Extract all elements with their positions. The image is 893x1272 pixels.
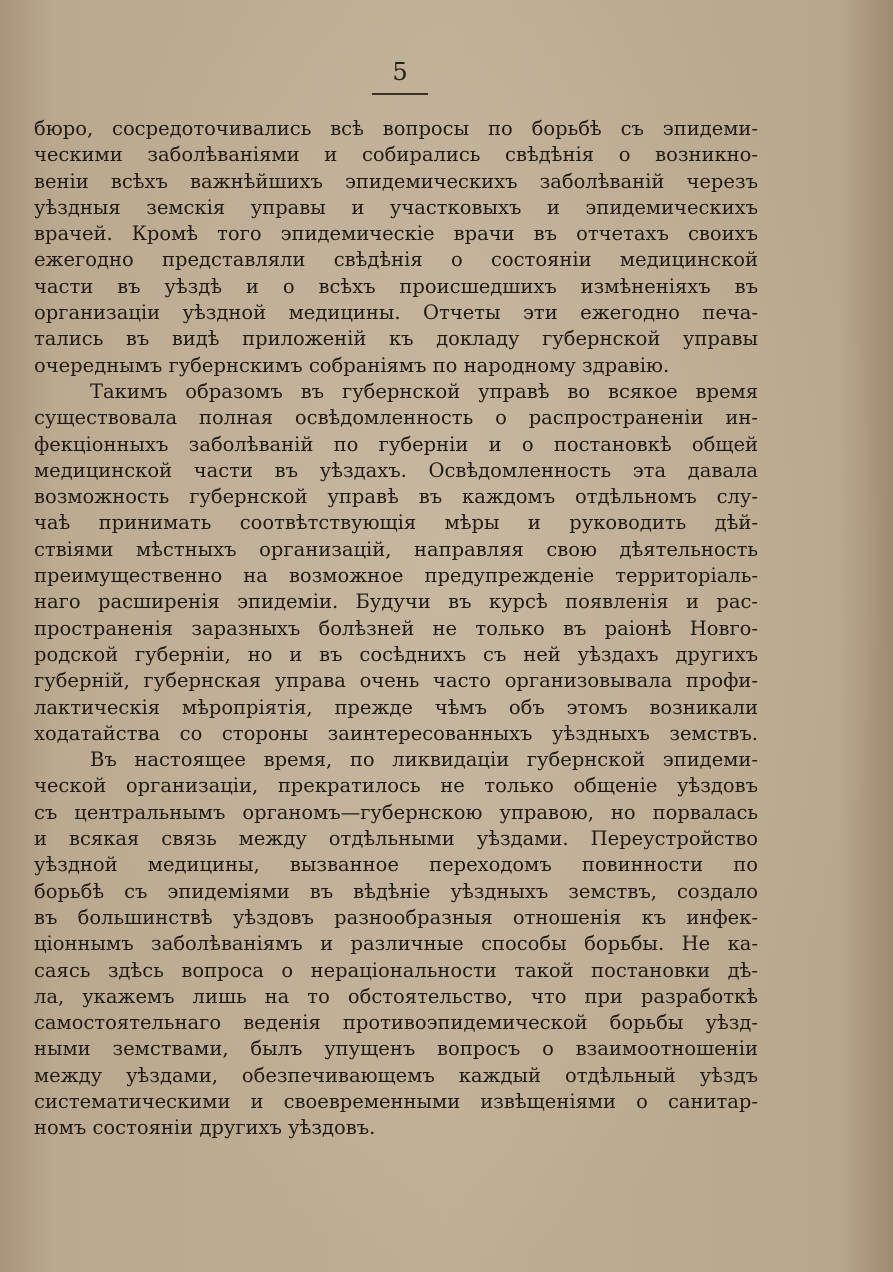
text-line: медицинской части въ уѣздахъ. Освѣдомленность эта давала (34, 458, 758, 482)
text-line: ла, укажемъ лишь на то обстоятельство, что при разработкѣ (34, 984, 758, 1008)
text-line: ными земствами, былъ упущенъ вопросъ о взаимоотношеніи (34, 1037, 758, 1061)
text-line: уѣздныя земскія управы и участковыхъ и эпидемическихъ (34, 195, 758, 219)
text-line: въ большинствѣ уѣздовъ разнообразныя отношенія къ инфек- (34, 905, 758, 929)
text-line: и всякая связь между отдѣльными уѣздами. Переустройство (34, 827, 758, 851)
text-line: тались въ видѣ приложеній къ докладу губернской управы (34, 327, 758, 351)
text-line: пространенія заразныхъ болѣзней не только въ раіонѣ Новго- (34, 616, 758, 640)
text-line: фекціонныхъ заболѣваній по губерніи и о постановкѣ общей (34, 432, 758, 456)
text-line: между уѣздами, обезпечивающемъ каждый отдѣльный уѣздъ (34, 1063, 758, 1087)
text-line: существовала полная освѣдомленность о распространеніи ин- (34, 406, 758, 430)
text-line: ціоннымъ заболѣваніямъ и различные способы борьбы. Не ка- (34, 932, 758, 956)
paragraph-start-line: Въ настоящее время, по ликвидаціи губернской эпидеми- (90, 748, 758, 772)
text-line: губерній, губернская управа очень часто организовывала профи- (34, 669, 758, 693)
text-line: чаѣ принимать соотвѣтствующія мѣры и руководить дѣй- (34, 511, 758, 535)
text-line: организаціи уѣздной медицины. Отчеты эти ежегодно печа- (34, 301, 758, 325)
page-number-rule (372, 93, 428, 95)
text-line: врачей. Кромѣ того эпидемическіе врачи въ отчетахъ своихъ (34, 222, 758, 246)
text-line: части въ уѣздѣ и о всѣхъ происшедшихъ измѣненіяхъ въ (34, 274, 758, 298)
text-line: лактическія мѣропріятія, прежде чѣмъ объ этомъ возникали (34, 695, 758, 719)
text-line: наго расширенія эпидеміи. Будучи въ курсѣ появленія и рас- (34, 590, 758, 614)
text-line: преимущественно на возможное предупрежденіе территоріаль- (34, 564, 758, 588)
text-line: ежегодно представляли свѣдѣнія о состояніи медицинской (34, 248, 758, 272)
text-line: ходатайства со стороны заинтересованныхъ уѣздныхъ земствъ. (34, 721, 758, 745)
page-number: 5 (392, 58, 408, 86)
text-line: номъ состояніи другихъ уѣздовъ. (34, 1116, 376, 1140)
text-line: бюро, сосредоточивались всѣ вопросы по борьбѣ съ эпидеми- (34, 117, 758, 140)
text-line: самостоятельнаго веденія противоэпидемической борьбы уѣзд- (34, 1011, 758, 1035)
text-line: ческой организаціи, прекратилось не только общеніе уѣздовъ (34, 774, 758, 798)
body-text (34, 116, 758, 1142)
text-line: родской губерніи, но и въ сосѣднихъ съ ней уѣздахъ другихъ (34, 642, 758, 666)
text-line: систематическими и своевременными извѣщеніями о санитар- (34, 1089, 758, 1113)
text-line: ствіями мѣстныхъ организацій, направляя свою дѣятельность (34, 537, 758, 561)
text-line: веніи всѣхъ важнѣйшихъ эпидемическихъ заболѣваній черезъ (34, 169, 758, 193)
text-line: возможность губернской управѣ въ каждомъ отдѣльномъ слу- (34, 485, 758, 509)
paragraph-start-line: Такимъ образомъ въ губернской управѣ во всякое время (90, 379, 758, 403)
text-line: саясь здѣсь вопроса о нераціональности такой постановки дѣ- (34, 958, 758, 982)
text-line: борьбѣ съ эпидеміями въ вѣдѣніе уѣздныхъ земствъ, создало (34, 879, 758, 903)
text-line: очереднымъ губернскимъ собраніямъ по народному здравію. (34, 353, 670, 377)
text-line: съ центральнымъ органомъ—губернскою управою, но порвалась (34, 800, 758, 824)
text-line: уѣздной медицины, вызванное переходомъ повинности по (34, 853, 758, 877)
text-line: ческими заболѣваніями и собирались свѣдѣнія о возникно- (34, 143, 758, 167)
